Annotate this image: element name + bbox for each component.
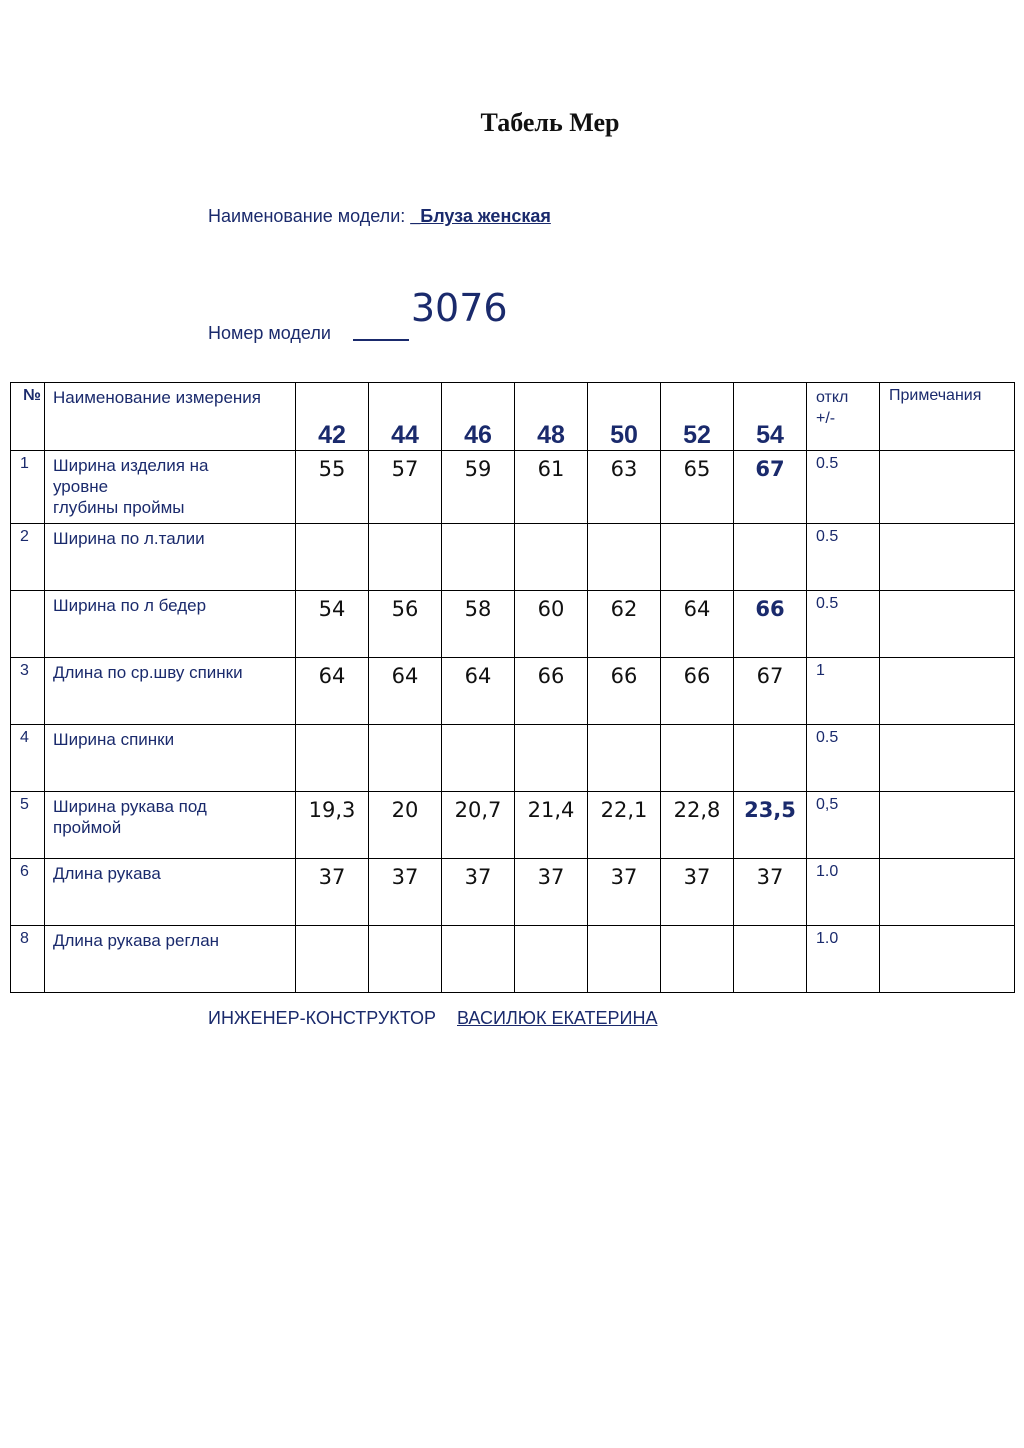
row-number: 5 <box>11 792 45 859</box>
size-value-cell: 37 <box>369 859 442 926</box>
size-value-cell <box>296 926 369 993</box>
header-size: 54 <box>734 383 807 451</box>
size-value-cell: 20,7 <box>442 792 515 859</box>
size-value-cell: 67 <box>734 658 807 725</box>
table-row <box>11 926 1015 993</box>
size-value-cell: 65 <box>661 451 734 524</box>
measurement-name-line: Длина рукава <box>53 864 161 883</box>
tolerance-cell: 0.5 <box>807 725 880 792</box>
tolerance-cell: 0.5 <box>807 524 880 591</box>
header-size: 52 <box>661 383 734 451</box>
row-number: 3 <box>11 658 45 725</box>
size-value-cell <box>369 725 442 792</box>
table-row <box>11 792 1015 859</box>
header-tolerance <box>807 383 880 451</box>
size-value-cell <box>442 524 515 591</box>
header-size: 44 <box>369 383 442 451</box>
page-title: Табель Мер <box>480 108 620 137</box>
header-size: 46 <box>442 383 515 451</box>
row-number <box>11 591 45 658</box>
measurement-name <box>45 725 296 792</box>
measurement-name-line: Ширина спинки <box>53 730 175 749</box>
size-value-cell <box>661 725 734 792</box>
measurement-name-line: проймой <box>53 818 122 837</box>
measurement-name <box>45 658 296 725</box>
header-size: 42 <box>296 383 369 451</box>
size-value-cell <box>588 524 661 591</box>
table-header-row <box>11 383 1015 451</box>
header-name: Наименование измерения <box>45 383 296 451</box>
size-value-cell: 21,4 <box>515 792 588 859</box>
table-row <box>11 524 1015 591</box>
measurement-name-line: Ширина по л.талии <box>53 529 205 548</box>
size-value-cell <box>369 524 442 591</box>
size-value-cell: 64 <box>369 658 442 725</box>
size-value-cell: 60 <box>515 591 588 658</box>
measurement-name <box>45 591 296 658</box>
measurement-name-line: Ширина по л бедер <box>53 596 207 615</box>
size-value-cell <box>734 725 807 792</box>
notes-cell <box>880 725 1015 792</box>
size-value-cell: 61 <box>515 451 588 524</box>
size-value-cell <box>734 524 807 591</box>
size-value-cell: 64 <box>296 658 369 725</box>
row-number: 8 <box>11 926 45 993</box>
measurement-name-line: Ширина рукава под <box>53 797 207 816</box>
header-tolerance-line2: +/- <box>816 410 836 427</box>
size-value-cell: 37 <box>442 859 515 926</box>
size-value-cell: 37 <box>734 859 807 926</box>
tolerance-cell: 1 <box>807 658 880 725</box>
measurement-name-line: Длина рукава реглан <box>53 931 220 950</box>
header-no: № <box>11 383 45 451</box>
size-value-cell: 64 <box>442 658 515 725</box>
size-value-cell: 23,5 <box>734 792 807 859</box>
size-value-cell: 59 <box>442 451 515 524</box>
tolerance-cell: 0,5 <box>807 792 880 859</box>
size-value-cell <box>442 926 515 993</box>
measurement-name-line: Длина по ср.шву спинки <box>53 663 243 682</box>
model-number-row <box>208 286 508 343</box>
size-value-cell <box>442 725 515 792</box>
size-value-cell <box>588 725 661 792</box>
row-number: 1 <box>11 451 45 524</box>
table-row <box>11 859 1015 926</box>
notes-cell <box>880 926 1015 993</box>
table-row <box>11 658 1015 725</box>
row-number: 2 <box>11 524 45 591</box>
size-value-cell: 22,1 <box>588 792 661 859</box>
size-value-cell: 64 <box>661 591 734 658</box>
footer-role: ИНЖЕНЕР-КОНСТРУКТОР <box>208 1008 436 1028</box>
header-size: 50 <box>588 383 661 451</box>
tolerance-cell: 0.5 <box>807 451 880 524</box>
size-value-cell <box>515 926 588 993</box>
measurement-name <box>45 859 296 926</box>
size-value-cell <box>369 926 442 993</box>
footer-signature <box>208 1008 657 1029</box>
size-value-cell: 66 <box>661 658 734 725</box>
header-tolerance-line1: откл <box>816 389 849 406</box>
size-value-cell: 56 <box>369 591 442 658</box>
model-number-blank-line <box>353 339 409 341</box>
measurement-name-line: уровне <box>53 477 109 496</box>
table-row <box>11 451 1015 524</box>
notes-cell <box>880 591 1015 658</box>
measurement-name-line: глубины проймы <box>53 498 185 517</box>
size-value-cell: 20 <box>369 792 442 859</box>
tolerance-cell: 1.0 <box>807 859 880 926</box>
header-size: 48 <box>515 383 588 451</box>
table-row <box>11 591 1015 658</box>
size-value-cell <box>588 926 661 993</box>
size-value-cell: 54 <box>296 591 369 658</box>
measurements-table <box>10 382 1015 993</box>
size-value-cell <box>661 926 734 993</box>
footer-person: ВАСИЛЮК ЕКАТЕРИНА <box>457 1008 658 1028</box>
size-value-cell: 62 <box>588 591 661 658</box>
size-value-cell: 55 <box>296 451 369 524</box>
size-value-cell: 37 <box>515 859 588 926</box>
tolerance-cell: 1.0 <box>807 926 880 993</box>
model-name-value: _Блуза женская <box>410 206 551 226</box>
notes-cell <box>880 792 1015 859</box>
notes-cell <box>880 658 1015 725</box>
model-name-label: Наименование модели: <box>208 206 406 226</box>
row-number: 6 <box>11 859 45 926</box>
measurement-name <box>45 451 296 524</box>
notes-cell <box>880 524 1015 591</box>
size-value-cell: 57 <box>369 451 442 524</box>
size-value-cell: 19,3 <box>296 792 369 859</box>
notes-cell <box>880 451 1015 524</box>
size-value-cell: 66 <box>515 658 588 725</box>
notes-cell <box>880 859 1015 926</box>
size-value-cell <box>515 725 588 792</box>
model-number-value: 3076 <box>410 286 508 330</box>
model-number-label: Номер модели <box>208 323 331 343</box>
tolerance-cell: 0.5 <box>807 591 880 658</box>
size-value-cell: 58 <box>442 591 515 658</box>
size-value-cell: 37 <box>661 859 734 926</box>
measurement-name <box>45 926 296 993</box>
table-row <box>11 725 1015 792</box>
header-notes: Примечания <box>880 383 1015 451</box>
measurement-name-line: Ширина изделия на <box>53 456 209 475</box>
size-value-cell: 37 <box>296 859 369 926</box>
size-value-cell: 22,8 <box>661 792 734 859</box>
size-value-cell <box>734 926 807 993</box>
size-value-cell: 63 <box>588 451 661 524</box>
size-value-cell <box>515 524 588 591</box>
model-name-row <box>208 206 551 227</box>
size-value-cell <box>296 524 369 591</box>
row-number: 4 <box>11 725 45 792</box>
size-value-cell: 67 <box>734 451 807 524</box>
size-value-cell: 37 <box>588 859 661 926</box>
size-value-cell: 66 <box>734 591 807 658</box>
size-value-cell: 66 <box>588 658 661 725</box>
measurement-name <box>45 792 296 859</box>
measurement-name <box>45 524 296 591</box>
size-value-cell <box>296 725 369 792</box>
size-value-cell <box>661 524 734 591</box>
